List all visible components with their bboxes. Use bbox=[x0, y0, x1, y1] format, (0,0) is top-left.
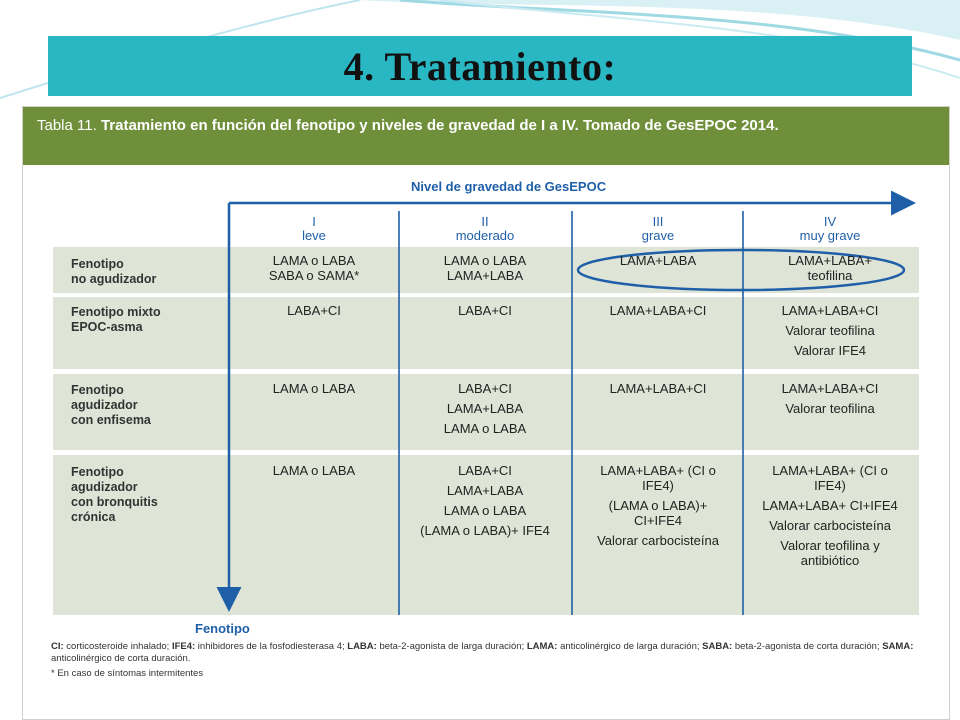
column-name: grave bbox=[641, 228, 675, 243]
column-header-1 bbox=[239, 215, 389, 243]
table-cell: LABA+CI LAMA+LABA LAMA o LABA bbox=[443, 381, 527, 436]
abbreviations-note: CI: corticosteroide inhalado; IFE4: inhibidores de la fosfodiesterasa 4; LABA: beta-2-agonista de larga duración; LAMA: anticolinérgico de larga duración; SABA: beta-2-agonista de corta duración; SAMA: anticolinérgico de corta duración. bbox=[51, 641, 914, 664]
table-cell: LAMA+LABA+CI Valorar teofilina Valorar IFE4 bbox=[781, 303, 879, 358]
row-label-bronquitis: Fenotipo agudizador con bronquitis crónica bbox=[71, 465, 158, 524]
table-cell: LAMA o LABA SABA o SAMA* bbox=[268, 253, 360, 283]
table-cell: LAMA o LABA bbox=[272, 381, 356, 396]
slide-title: 4. Tratamiento: bbox=[343, 43, 617, 89]
table-cell: LABA+CI LAMA+LABA LAMA o LABA (LAMA o LABA)+ IFE4 bbox=[420, 463, 550, 538]
asterisk-note: * En caso de síntomas intermitentes bbox=[51, 668, 204, 679]
column-header-4 bbox=[755, 215, 905, 243]
severity-axis-label: Nivel de gravedad de GesEPOC bbox=[411, 179, 607, 194]
table-caption bbox=[23, 107, 949, 165]
column-number: I bbox=[312, 214, 316, 229]
table-cell: LAMA+LABA+CI bbox=[609, 303, 707, 318]
row-label-enfisema: Fenotipo agudizador con enfisema bbox=[71, 383, 151, 427]
column-number: IV bbox=[823, 214, 837, 229]
caption-label: Tabla 11. bbox=[37, 117, 97, 134]
slide-title-bar bbox=[48, 36, 912, 96]
column-header-3 bbox=[583, 215, 733, 243]
table-footnote bbox=[51, 641, 931, 683]
column-name: muy grave bbox=[799, 228, 861, 243]
table-cell: LAMA+LABA+CI bbox=[609, 381, 707, 396]
table-cell: LAMA+LABA+ (CI o IFE4) (LAMA o LABA)+ CI+IFE4 Valorar carbocisteína bbox=[597, 463, 719, 548]
table-cell: LAMA+LABA+CI Valorar teofilina bbox=[781, 381, 879, 416]
column-number: III bbox=[652, 214, 664, 229]
column-name: moderado bbox=[455, 228, 515, 243]
table-cell: LAMA+LABA+ (CI o IFE4) LAMA+LABA+ CI+IFE4 Valorar carbocisteína Valorar teofilina y antibiótico bbox=[762, 463, 898, 568]
table-cell: LABA+CI bbox=[458, 303, 512, 318]
table-cell: LABA+CI bbox=[287, 303, 341, 318]
row-label-mixto: Fenotipo mixto EPOC-asma bbox=[71, 305, 161, 334]
column-number: II bbox=[481, 214, 489, 229]
row-label-no-agudizador: Fenotipo no agudizador bbox=[71, 257, 157, 286]
column-name: leve bbox=[302, 228, 326, 243]
table-cell-highlighted: LAMA+LABA bbox=[619, 253, 697, 268]
table-cell: LAMA o LABA bbox=[272, 463, 356, 478]
treatment-table-figure bbox=[22, 106, 950, 720]
phenotype-axis-label: Fenotipo bbox=[195, 621, 250, 636]
column-header-2 bbox=[410, 215, 560, 243]
caption-text: Tratamiento en función del fenotipo y niveles de gravedad de I a IV. Tomado de GesEPOC 2014. bbox=[100, 117, 779, 134]
table-cell-highlighted: LAMA+LABA+ teofilina bbox=[788, 253, 872, 283]
table-cell: LAMA o LABA LAMA+LABA bbox=[443, 253, 527, 283]
